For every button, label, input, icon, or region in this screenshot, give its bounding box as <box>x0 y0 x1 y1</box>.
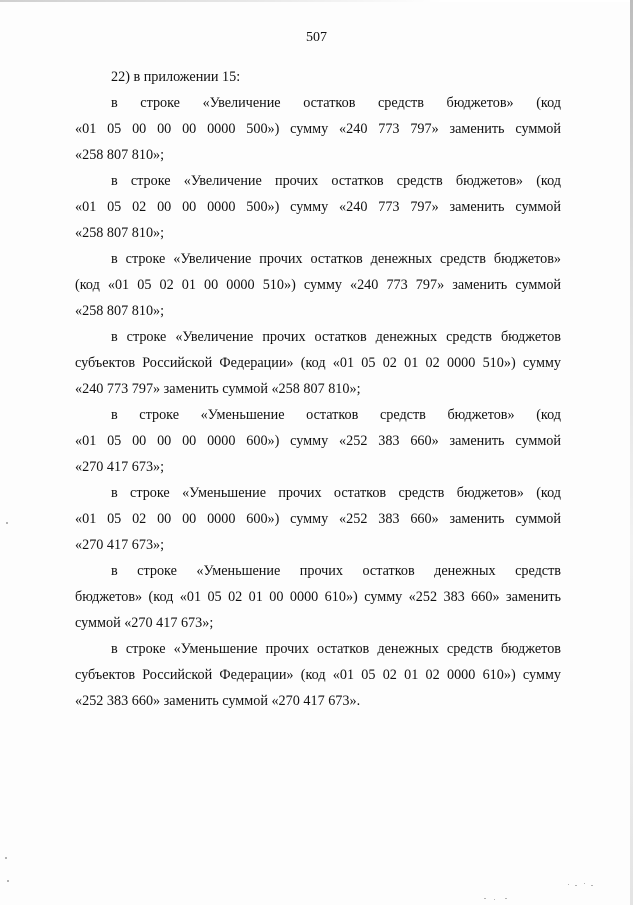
paragraph-line: в строке «Увеличение прочих остатков средств бюджетов» (код <box>111 173 561 189</box>
scan-speck <box>484 898 486 899</box>
paragraph-line: субъектов Российской Федерации» (код «01 05 02 01 02 0000 510») сумму <box>75 355 561 371</box>
amendment-paragraph-5 <box>75 402 561 480</box>
scan-speck <box>6 522 8 524</box>
document-body <box>75 64 561 714</box>
amendment-paragraph-4 <box>75 324 561 402</box>
scan-speck <box>591 885 593 886</box>
paragraph-line: «01 05 02 00 00 0000 600») сумму «252 383 660» заменить суммой <box>75 511 561 527</box>
amendment-paragraph-1 <box>75 90 561 168</box>
scan-speck <box>5 857 7 859</box>
paragraph-line: «01 05 02 00 00 0000 500») сумму «240 773 797» заменить суммой <box>75 199 561 215</box>
scan-speck <box>494 899 495 900</box>
scan-speck <box>7 880 9 882</box>
paragraph-line: «258 807 810»; <box>75 225 165 241</box>
scan-speck <box>575 885 577 886</box>
paragraph-line: «01 05 00 00 00 0000 500») сумму «240 773 797» заменить суммой <box>75 121 561 137</box>
scan-speck <box>505 898 507 899</box>
paragraph-line: суммой «270 417 673»; <box>75 615 214 631</box>
paragraph-line: в строке «Увеличение прочих остатков денежных средств бюджетов» <box>111 251 561 267</box>
scan-edge-top <box>0 0 633 2</box>
paragraph-line: «270 417 673»; <box>75 537 165 553</box>
paragraph-line: в строке «Уменьшение прочих остатков денежных средств бюджетов <box>111 641 561 657</box>
amendment-paragraph-3 <box>75 246 561 324</box>
paragraph-line: субъектов Российской Федерации» (код «01 05 02 01 02 0000 610») сумму <box>75 667 561 683</box>
paragraph-line: в строке «Увеличение прочих остатков денежных средств бюджетов <box>111 329 561 345</box>
paragraph-line: «252 383 660» заменить суммой «270 417 673». <box>75 693 361 709</box>
paragraph-line: в строке «Уменьшение прочих остатков средств бюджетов» (код <box>111 485 561 501</box>
page-number: 507 <box>306 30 327 45</box>
paragraph-line: (код «01 05 02 01 00 0000 510») сумму «240 773 797» заменить суммой <box>75 277 561 293</box>
scan-speck <box>568 884 569 885</box>
intro-line: 22) в приложении 15: <box>111 69 241 85</box>
amendment-paragraph-8 <box>75 636 561 714</box>
paragraph-line: «258 807 810»; <box>75 147 165 163</box>
paragraph-line: в строке «Уменьшение остатков средств бюджетов» (код <box>111 407 561 423</box>
paragraph-line: бюджетов» (код «01 05 02 01 00 0000 610») сумму «252 383 660» заменить <box>75 589 561 605</box>
intro-paragraph <box>75 64 561 90</box>
paragraph-line: в строке «Увеличение остатков средств бюджетов» (код <box>111 95 561 111</box>
amendment-paragraph-2 <box>75 168 561 246</box>
amendment-paragraph-7 <box>75 558 561 636</box>
paragraph-line: «240 773 797» заменить суммой «258 807 810»; <box>75 381 361 397</box>
paragraph-line: «01 05 00 00 00 0000 600») сумму «252 383 660» заменить суммой <box>75 433 561 449</box>
paragraph-line: «270 417 673»; <box>75 459 165 475</box>
paragraph-line: «258 807 810»; <box>75 303 165 319</box>
paragraph-line: в строке «Уменьшение прочих остатков денежных средств <box>111 563 561 579</box>
scan-speck <box>584 883 585 884</box>
amendment-paragraph-6 <box>75 480 561 558</box>
